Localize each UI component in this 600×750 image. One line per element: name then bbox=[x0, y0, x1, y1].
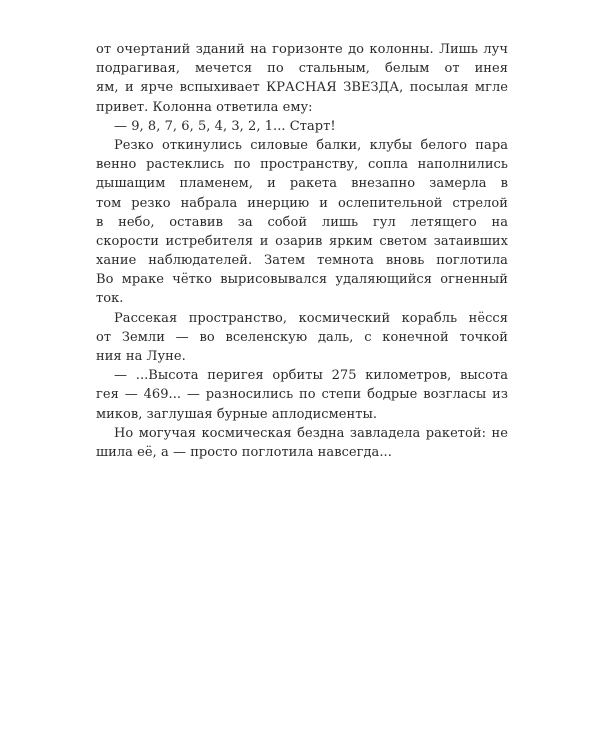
text-line: хание наблюдателей. Затем темнота вновь поглотила bbox=[96, 253, 508, 269]
text-line: том резко набрала инерцию и ослепительной стрелой bbox=[96, 195, 508, 211]
text-line: миков, заглушая бурные аплодисменты. bbox=[96, 406, 378, 422]
text-line: — ...Высота перигея орбиты 275 километров, высота bbox=[114, 368, 508, 384]
countdown-line: — 9, 8, 7, 6, 5, 4, 3, 2, 1... Старт! bbox=[114, 118, 336, 134]
text-line: дышащим пламенем, и ракета внезапно замерла в bbox=[96, 176, 508, 192]
text-line: Но могучая космическая бездна завладела ракетой: не bbox=[114, 425, 508, 441]
body-text bbox=[96, 40, 508, 462]
text-line: подрагивая, мечется по стальным, белым от инея bbox=[96, 61, 508, 77]
text-line: скорости истребителя и озарив ярким светом затаивших bbox=[96, 233, 508, 249]
text-line: Во мраке чётко вырисовывался удаляющийся огненный bbox=[96, 272, 508, 288]
text-line: Резко откинулись силовые балки, клубы белого пара bbox=[114, 137, 508, 153]
text-line: гея — 469... — разносились по степи бодрые возгласы из bbox=[96, 387, 508, 403]
text-line: венно растеклись по пространству, сопла наполнились bbox=[96, 157, 508, 173]
text-line: от очертаний зданий на горизонте до колонны. Лишь луч bbox=[96, 42, 508, 57]
text-line: ния на Луне. bbox=[96, 349, 186, 364]
text-line: ям, и ярче вспыхивает КРАСНАЯ ЗВЕЗДА, посылая мгле bbox=[96, 80, 508, 96]
text-line: в небо, оставив за собой лишь гул летящего на bbox=[96, 214, 508, 230]
text-line: Рассекая пространство, космический корабль нёсся bbox=[114, 310, 508, 326]
text-line: шила её, а — просто поглотила навсегда... bbox=[96, 444, 392, 460]
text-line: привет. Колонна ответила ему: bbox=[96, 99, 313, 115]
text-line: от Земли — во вселенскую даль, с конечной точкой bbox=[96, 329, 508, 345]
text-line: ток. bbox=[96, 291, 124, 307]
